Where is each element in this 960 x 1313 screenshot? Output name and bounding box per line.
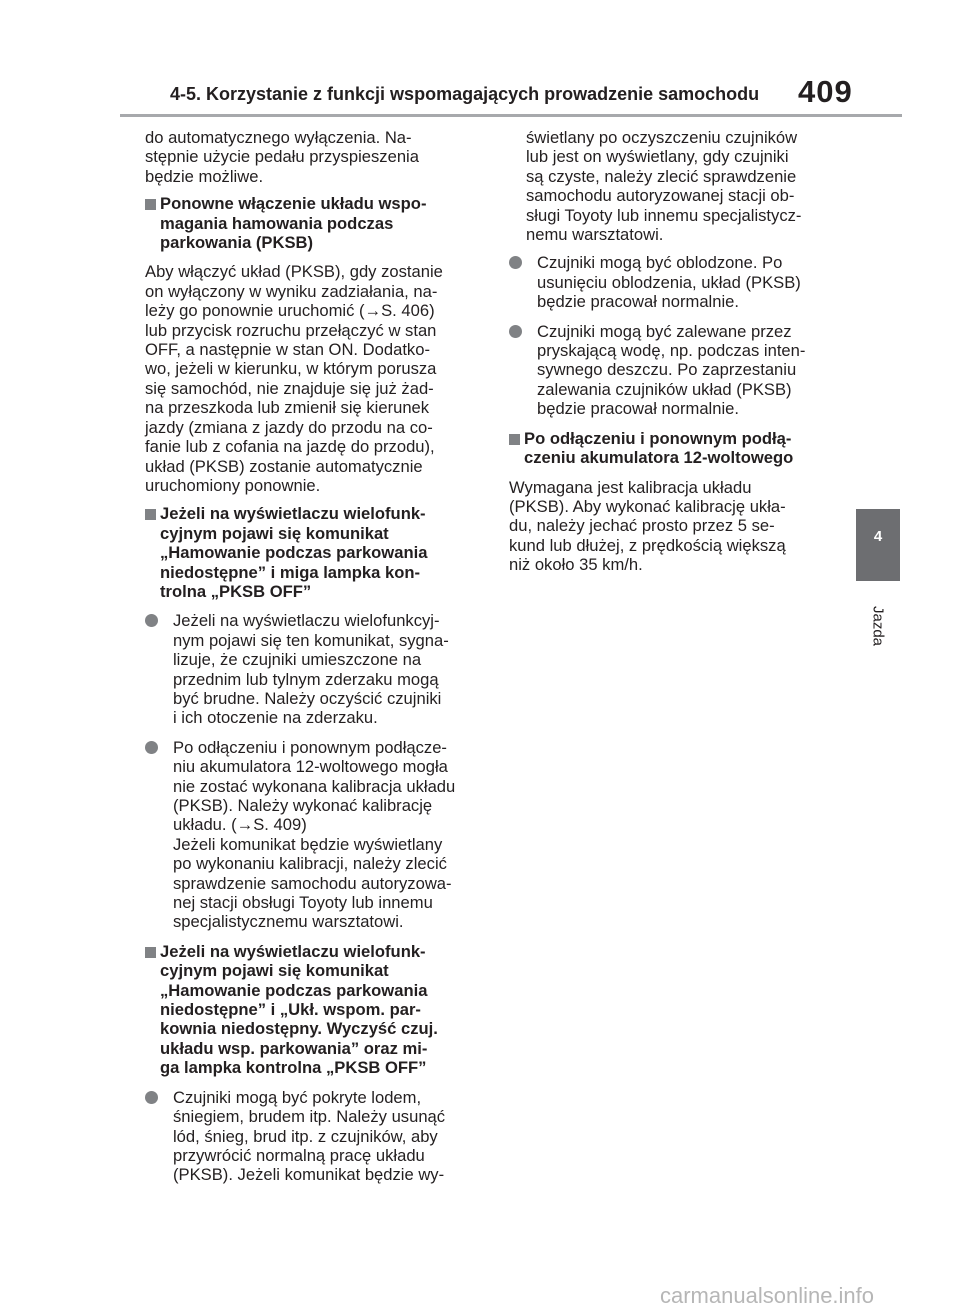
square-bullet-icon <box>145 199 156 210</box>
watermark: carmanualsonline.info <box>660 1283 875 1308</box>
continued-paragraph: świetlany po oczyszczeniu czujników lub jest on wyświetlany, gdy czujniki są czyste, należy zlecić sprawdzenie samochodu autoryzowanej stacji ob- sługi Toyoty lub innemu specjalistycz- nemu warsztatowi. <box>526 128 802 245</box>
heading-text: Ponowne włączenie układu wspo- magania hamowania podczas parkowania (PKSB) <box>160 194 427 253</box>
section-heading <box>145 194 477 252</box>
bullet-item <box>509 322 841 419</box>
section-heading <box>509 429 841 468</box>
round-bullet-icon <box>145 1091 158 1104</box>
square-bullet-icon <box>145 947 156 958</box>
round-bullet-icon <box>145 741 158 754</box>
page-number: 409 <box>798 74 853 109</box>
heading-text: Jeżeli na wyświetlaczu wielofunk- cyjnym pojawi się komunikat „Hamowanie podczas parkowania niedostępne” i miga lampka kon- trolna „PKSB OFF” <box>160 504 428 601</box>
section-heading <box>145 942 477 1078</box>
intro-paragraph: do automatycznego wyłączenia. Na- stępnie użycie pedału przyspieszenia będzie możliwe. <box>145 128 419 186</box>
bullet-text: Czujniki mogą być pokryte lodem, śniegiem, brudem itp. Należy usunąć lód, śnieg, brud itp. z czujników, aby przywrócić normalną pracę układu (PKSB). Jeżeli komunikat będzie wy- <box>173 1087 446 1185</box>
round-bullet-icon <box>145 614 158 627</box>
bullet-text: Po odłączeniu i ponownym podłącze- niu akumulatora 12-woltowego mogła nie zostać wykonana kalibracja układu (PKSB). Należy wykonać kalibrację układu. (→S. 409) Jeżeli komunikat będzie wyświetlany po wykonaniu kalibracji, należy zlecić sprawdzenie samochodu autoryzowa- nej stacji obsługi Toyoty lub innemu specjalistycznemu warsztatowi. <box>173 737 456 932</box>
bullet-item <box>145 1088 477 1185</box>
section-heading <box>145 504 477 601</box>
page-header <box>0 0 960 118</box>
chapter-number: 4 <box>873 528 883 545</box>
chapter-label-text: Jazda <box>869 605 887 647</box>
bullet-text: Czujniki mogą być zalewane przez pryskającą wodę, np. podczas inten- sywnego deszczu. Po zaprzestaniu zalewania czujników układ (PKSB) będzie pracował normalnie. <box>537 321 806 419</box>
heading-text: Po odłączeniu i ponownym podłą- czeniu akumulatora 12-woltowego <box>524 428 794 468</box>
square-bullet-icon <box>509 434 520 445</box>
bullet-text: Czujniki mogą być oblodzone. Po usunięciu oblodzenia, układ (PKSB) będzie pracował normalnie. <box>537 253 801 312</box>
round-bullet-icon <box>509 256 522 269</box>
header-divider <box>120 114 902 117</box>
square-bullet-icon <box>145 509 156 520</box>
bullet-item <box>145 611 477 727</box>
chapter-label <box>858 596 898 656</box>
left-column <box>145 128 477 1195</box>
paragraph: Aby włączyć układ (PKSB), gdy zostanie on wyłączony w wyniku zadziałania, na- leży go ponownie uruchomić (→S. 406) lub przycisk rozruchu przełączyć w stan OFF, a następnie w stan ON. Dodatko- wo, jeżeli w kierunku, w którym porusza się samochód, nie znajduje się już żad- na przeszkoda lub zmienił się kierunek jazdy (zmiana z jazdy do przodu na co- fanie lub z cofania na jazdę do przodu), układ (PKSB) zostanie automatycznie uruchomiony ponownie. <box>145 262 443 495</box>
bullet-item <box>509 253 841 311</box>
section-title: 4-5. Korzystanie z funkcji wspomagających prowadzenie samochodu <box>170 84 760 104</box>
bullet-text: Jeżeli na wyświetlaczu wielofunkcyj- nym pojawi się ten komunikat, sygna- lizuje, że czujniki umieszczone na przednim lub tylnym zderzaku mogą być brudne. Należy oczyścić czujniki i ich otoczenie na zderzaku. <box>173 611 449 728</box>
chapter-tab <box>856 509 900 581</box>
heading-text: Jeżeli na wyświetlaczu wielofunk- cyjnym pojawi się komunikat „Hamowanie podczas parkowania niedostępne” i „Ukł. wspom. par- kownia niedostępny. Wyczyść czuj. układu wsp. parkowania” oraz mi- ga lampka kontrolna „PKSB OFF” <box>160 941 438 1078</box>
paragraph: Wymagana jest kalibracja układu (PKSB). Aby wykonać kalibrację ukła- du, należy jechać prosto przez 5 se- kund lub dłużej, z prędkością większą niż około 35 km/h. <box>509 477 786 575</box>
right-column <box>509 128 841 584</box>
round-bullet-icon <box>509 325 522 338</box>
bullet-item <box>145 738 477 932</box>
